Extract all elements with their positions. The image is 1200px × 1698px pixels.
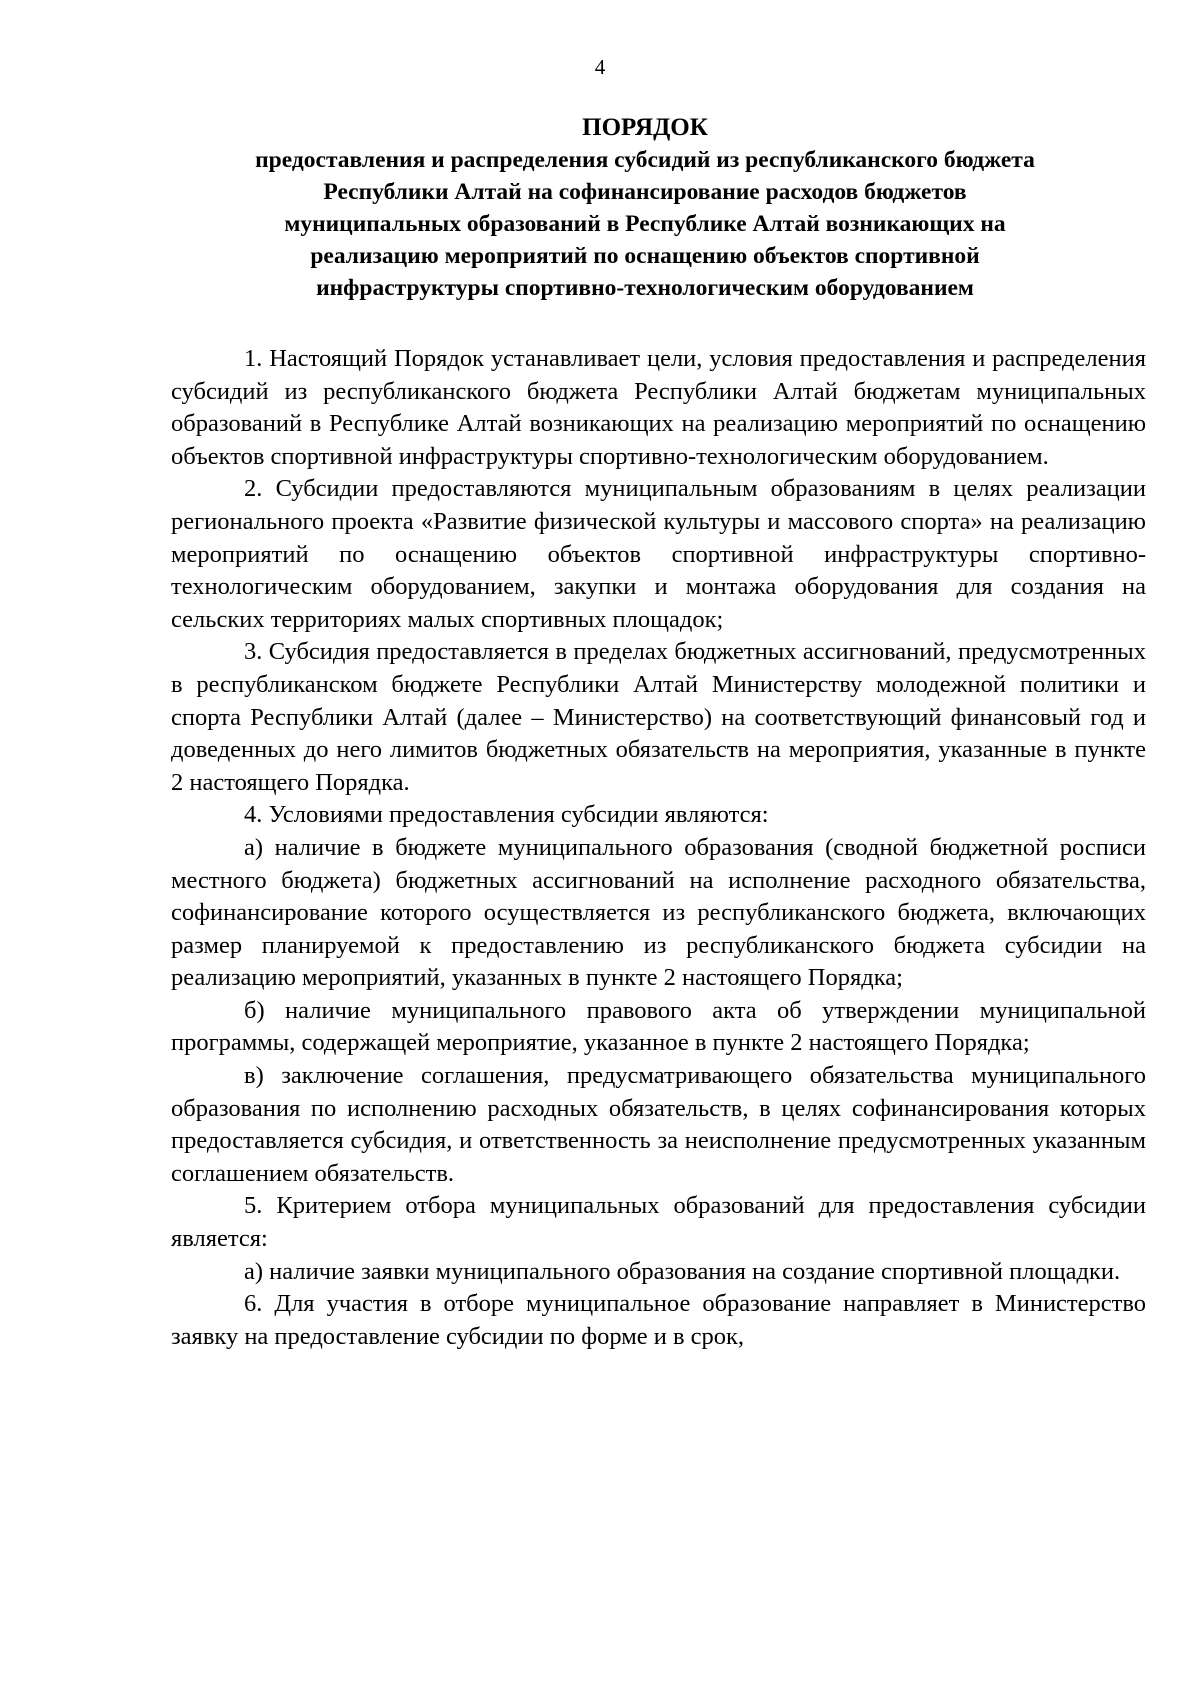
paragraph-2: 2. Субсидии предоставляются муниципальным образованиям в целях реализации регионального проекта «Развитие физической культуры и массового спорта» на реализацию мероприятий по оснащению объектов спортивной инфраструктуры спортивно-технологическим оборудованием, закупки и монтажа оборудования для создания на сельских территориях малых спортивных площадок; <box>171 475 1146 633</box>
paragraph-5: 5. Критерием отбора муниципальных образований для предоставления субсидии является: <box>171 1192 1146 1253</box>
title-line: реализацию мероприятий по оснащению объектов спортивной <box>310 243 980 269</box>
paragraph-3: 3. Субсидия предоставляется в пределах бюджетных ассигнований, предусмотренных в республиканском бюджете Республики Алтай Министерству молодежной политики и спорта Республики Алтай (далее – Министерство) на соответствующий финансовый год и доведенных до него лимитов бюджетных обязательств на мероприятия, указанные в пункте 2 настоящего Порядка. <box>171 638 1146 796</box>
title-line: муниципальных образований в Республике Алтай возникающих на <box>284 211 1006 237</box>
paragraph-4: 4. Условиями предоставления субсидии являются: <box>244 801 769 829</box>
title-line: Республики Алтай на софинансирование расходов бюджетов <box>323 179 967 205</box>
document-title <box>150 112 1140 304</box>
paragraph-5a: а) наличие заявки муниципального образования на создание спортивной площадки. <box>244 1257 1121 1285</box>
title-heading: ПОРЯДОК <box>582 114 708 141</box>
document-body <box>171 343 1146 1353</box>
paragraph-4b: б) наличие муниципального правового акта об утверждении муниципальной программы, содержащей мероприятие, указанное в пункте 2 настоящего Порядка; <box>171 996 1146 1057</box>
title-line: предоставления и распределения субсидий из республиканского бюджета <box>255 147 1035 173</box>
paragraph-4a: а) наличие в бюджете муниципального образования (сводной бюджетной росписи местного бюджета) бюджетных ассигнований на исполнение расходного обязательства, софинансирование которого осуществляется из республиканского бюджета, включающих размер планируемой к предоставлению из республиканского бюджета субсидии на реализацию мероприятий, указанных в пункте 2 настоящего Порядка; <box>171 833 1146 992</box>
paragraph-6: 6. Для участия в отборе муниципальное образование направляет в Министерство заявку на предоставление субсидии по форме и в срок, <box>171 1290 1146 1350</box>
page-number: 4 <box>594 55 606 79</box>
paragraph-4v: в) заключение соглашения, предусматривающего обязательства муниципального образования по исполнению расходных обязательств, в целях софинансирования которых предоставляется субсидия, и ответственность за неисполнение предусмотренных указанным соглашением обязательств. <box>171 1062 1146 1187</box>
paragraph-1: 1. Настоящий Порядок устанавливает цели, условия предоставления и распределения субсидий из республиканского бюджета Республики Алтай бюджетам муниципальных образований в Республике Алтай возникающих на реализацию мероприятий по оснащению объектов спортивной инфраструктуры спортивно-технологическим оборудованием. <box>171 345 1146 470</box>
title-line: инфраструктуры спортивно-технологическим оборудованием <box>316 275 974 301</box>
